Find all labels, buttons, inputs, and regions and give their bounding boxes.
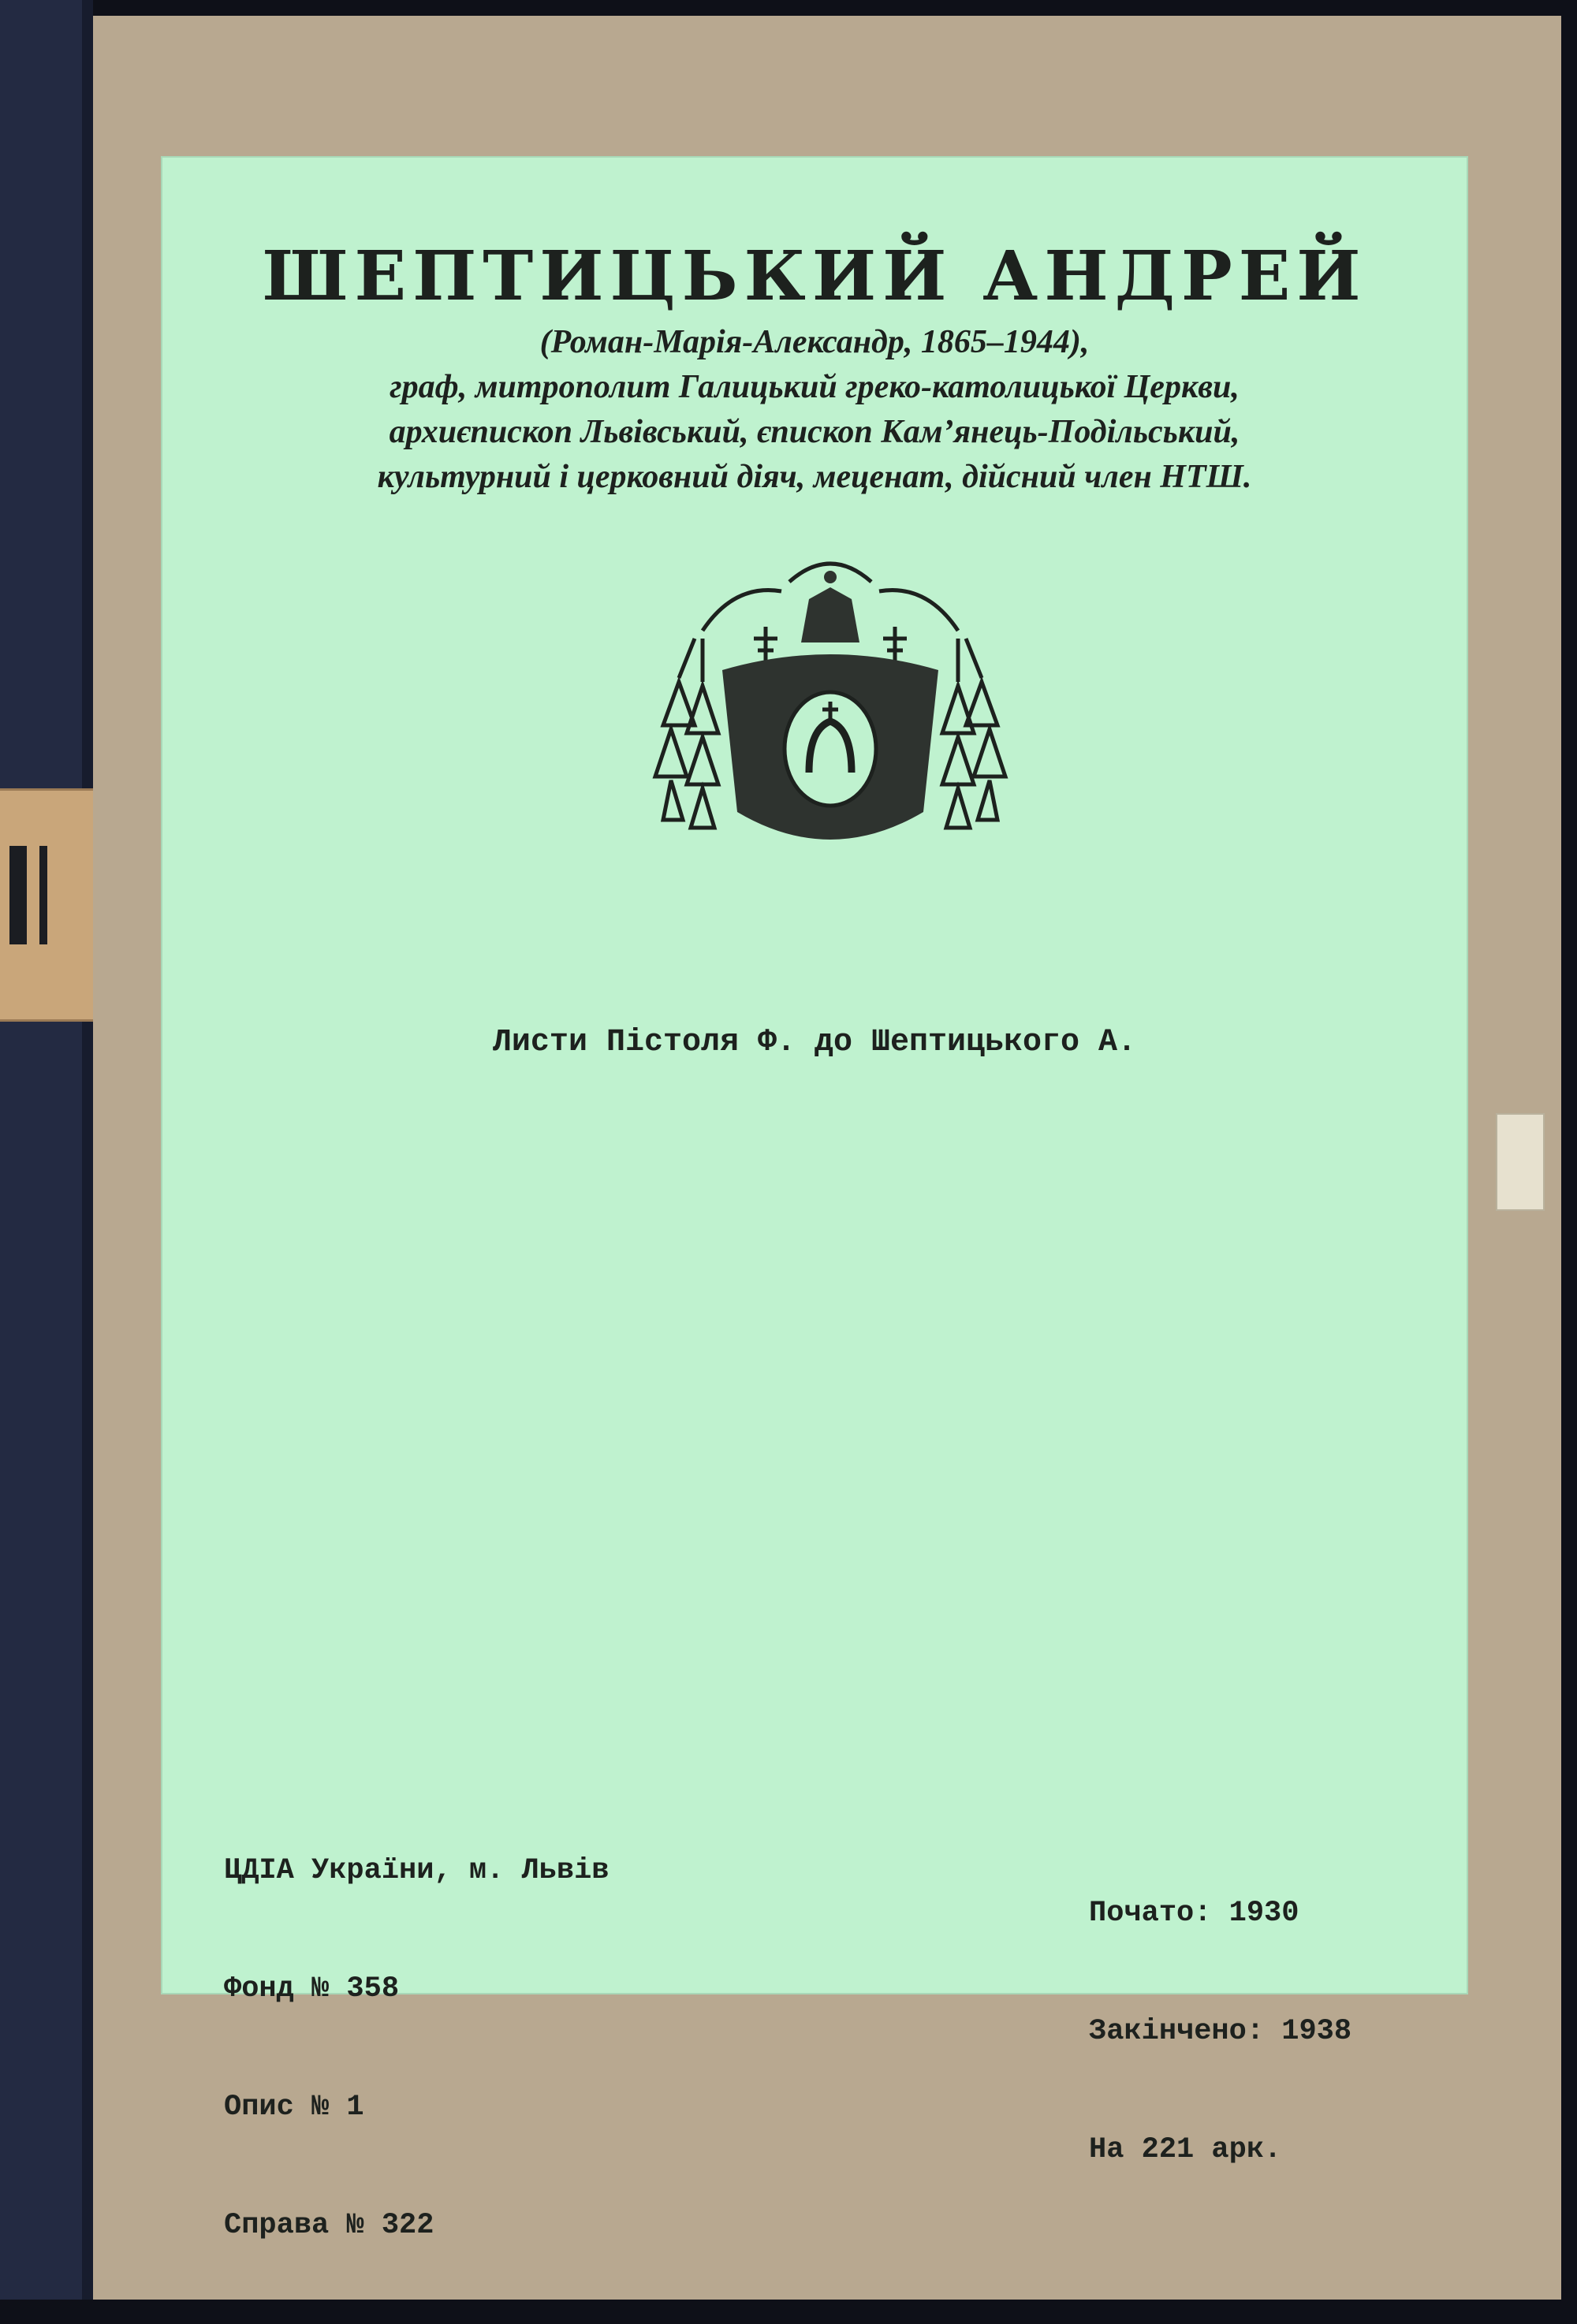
person-name-heading: ШЕПТИЦЬКИЙ АНДРЕЙ xyxy=(262,236,1367,316)
paper-tab xyxy=(0,788,93,1022)
archive-institution: ЦДІА України, м. Львів xyxy=(224,1854,610,1887)
tab-shadow xyxy=(39,846,47,944)
sheet-count: На 221 арк. xyxy=(1089,2133,1282,2166)
document-title: Листи Пістоля Ф. до Шептицького А. xyxy=(492,1025,1137,1060)
bio-line: культурний і церковний діяч, меценат, дійсний член НТШ. xyxy=(377,459,1252,495)
spine-edge xyxy=(82,0,93,2300)
bio-line: (Роман-Марія-Александр, 1865–1944), xyxy=(539,324,1090,360)
cloth-tie-ribbon xyxy=(1496,1113,1545,1211)
bio-line: граф, митрополит Галицький греко-католицької Церкви, xyxy=(390,369,1240,405)
sprava-number: Справа № 322 xyxy=(224,2209,434,2242)
tab-shadow xyxy=(9,846,27,944)
fond-number: Фонд № 358 xyxy=(224,1972,400,2006)
coat-of-arms-icon xyxy=(647,552,1013,859)
archive-reference xyxy=(224,1772,609,2324)
opys-number: Опис № 1 xyxy=(224,2091,364,2124)
end-date: Закінчено: 1938 xyxy=(1089,2015,1352,2048)
date-range xyxy=(1089,1815,1351,2248)
start-date: Почато: 1930 xyxy=(1089,1897,1299,1930)
cover-sheet xyxy=(162,158,1467,2242)
binding-spine xyxy=(0,0,93,2300)
bio-line: архиєпископ Львівський, єпископ Кам’янець-Подільський, xyxy=(389,414,1240,450)
biographical-note xyxy=(162,320,1467,500)
